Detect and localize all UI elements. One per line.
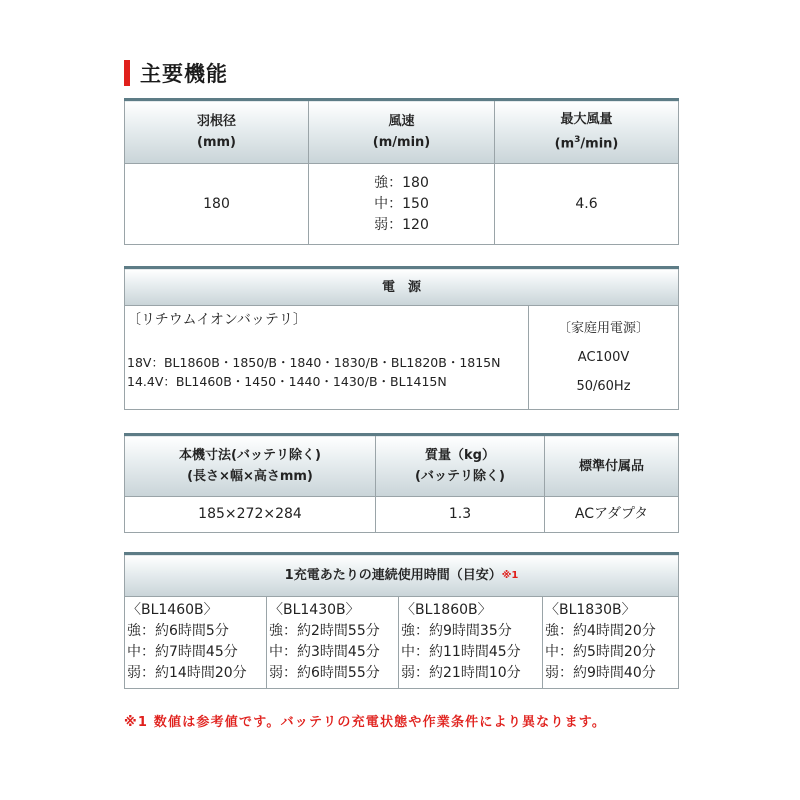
header-accessory: 標準付属品	[545, 435, 679, 497]
runtime-bl1830b: 〈BL1830B〉 強：約4時間20分 中：約5時間20分 弱：約9時間40分	[543, 597, 679, 689]
header-power-source: 電 源	[125, 268, 679, 306]
header-max-airflow: 最大風量 $(m^3/\min)$	[495, 100, 679, 164]
spec-table-performance	[124, 98, 679, 245]
runtime-bl1860b: 〈BL1860B〉 強：約9時間35分 中：約11時間45分 弱：約21時間10分	[399, 597, 543, 689]
value-wind-speed: 強：180 中：150 弱：120	[309, 164, 495, 245]
battery-compatibility: 〔リチウムイオンバッテリ〕 18V：BL1860B・1850/B・1840・1830/B・BL1820B・1815N 14.4V：BL1460B・1450・1440・1430/B・BL1415N	[125, 306, 529, 410]
spec-table-power	[124, 266, 679, 410]
value-mass: 1.3	[376, 497, 545, 533]
runtime-bl1430b: 〈BL1430B〉 強：約2時間55分 中：約3時間45分 弱：約6時間55分	[267, 597, 399, 689]
header-blade-diameter: 羽根径 (mm)	[125, 100, 309, 164]
header-runtime: 1充電あたりの連続使用時間（目安）$^{※1}$	[125, 554, 679, 597]
value-blade-diameter: 180	[125, 164, 309, 245]
spec-table-runtime	[124, 552, 679, 689]
footnote: ※1 数値は参考値です。バッテリの充電状態や作業条件により異なります。	[124, 715, 607, 730]
footnote-marker: ※1	[501, 570, 519, 581]
spec-table-dimensions	[124, 433, 679, 533]
value-accessory: ACアダプタ	[545, 497, 679, 533]
runtime-bl1460b: 〈BL1460B〉 強：約6時間5分 中：約7時間45分 弱：約14時間20分	[125, 597, 267, 689]
value-dimensions: 185×272×284	[125, 497, 376, 533]
value-max-airflow: 4.6	[495, 164, 679, 245]
header-dimensions: 本機寸法(バッテリ除く) (長さ×幅×高さmm)	[125, 435, 376, 497]
section-title: 主要機能	[140, 62, 228, 86]
header-wind-speed: 風速 (m/min)	[309, 100, 495, 164]
header-mass: 質量（kg） (バッテリ除く)	[376, 435, 545, 497]
title-accent-bar	[124, 60, 130, 86]
household-power: 〔家庭用電源〕 AC100V 50/60Hz	[529, 306, 679, 410]
